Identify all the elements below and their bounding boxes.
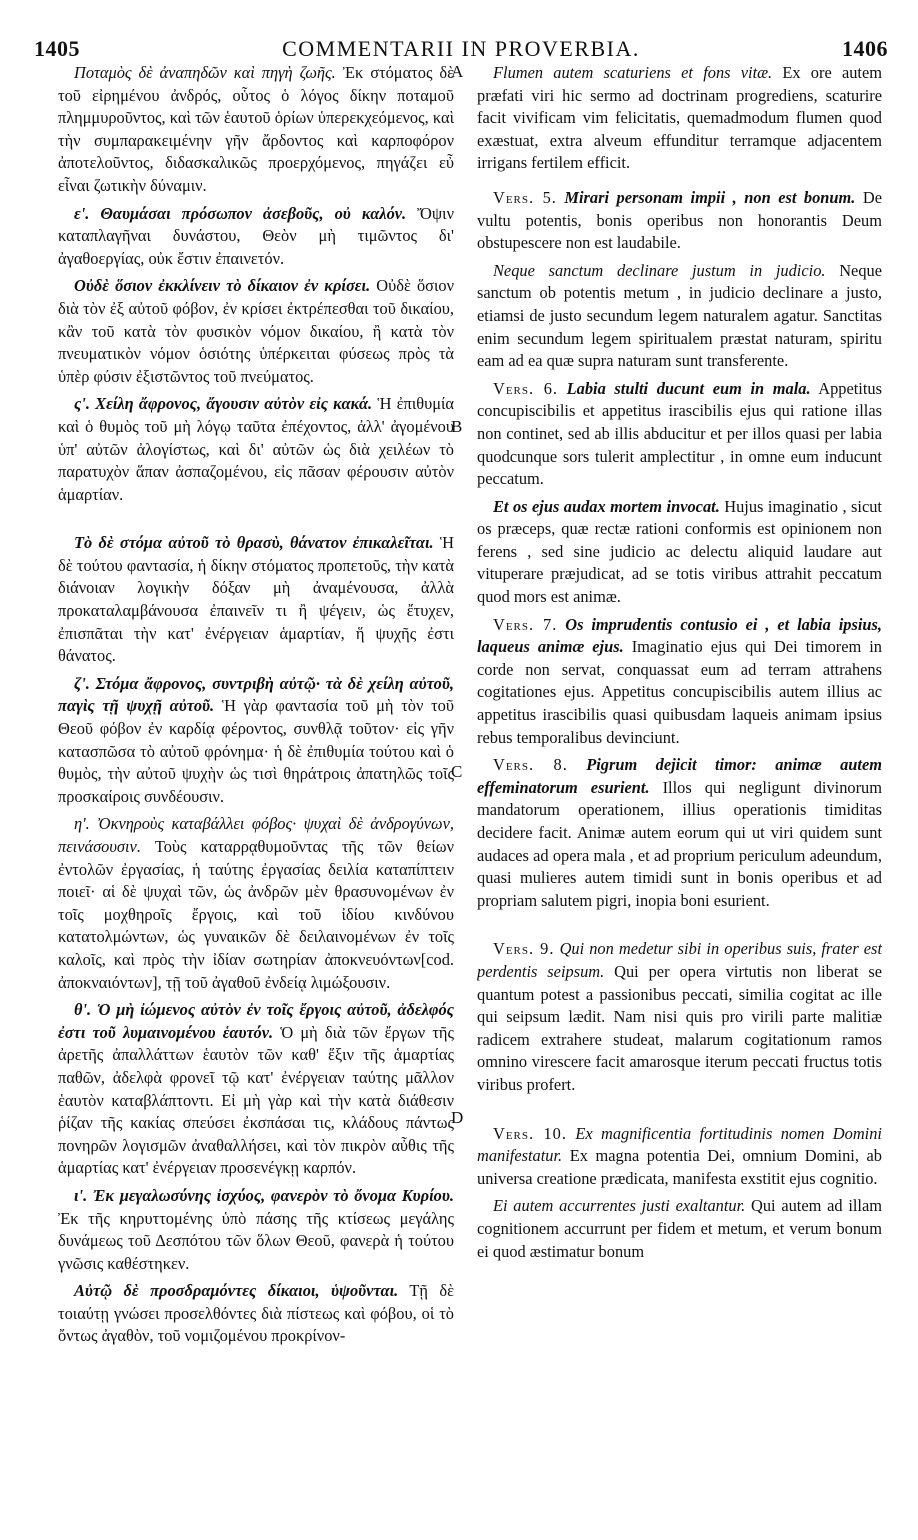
greek-paragraph <box>58 673 454 809</box>
latin-text: Qui per opera virtutis non liberat se quantum potest a passionibus peccati, similia cogitat ac ille qui seipsum lædit. Nam nisi quis pro virili parte malitiæ radicem extrahere studeat, malarum cogitationum ramos omnino virescere facit amarosque iterum peccati fructus totis viribus profert. <box>477 961 882 1094</box>
greek-text: Τῇ δὲ τοιαύτῃ γνώσει προσελθόντες διὰ πίστεως καὶ φόβου, οἱ τὸ ὄντως ἀγαθὸν, τοῦ νομιζομένου προκρίνον- <box>58 1281 454 1346</box>
greek-lemma: θ'. Ὁ μὴ ἰώμενος αὐτὸν ἐν τοῖς ἔργοις αὐτοῦ, ἀδελφός ἐστι τοῦ λυμαινομένου ἑαυτόν. <box>58 1000 454 1042</box>
margin-letter-d: D <box>451 1108 464 1127</box>
latin-text: Appetitus concupiscibilis et appetitus irascibilis ejus qui ratione illas non continet, sed ab illis abducitur et per illos quasi per labia quodcunque sors tulerit amplectitur , in omne eum inducunt peccatum. <box>477 378 882 489</box>
latin-lemma: Labia stulti ducunt eum in mala. <box>566 378 811 398</box>
greek-paragraph <box>58 393 454 506</box>
latin-paragraph <box>477 260 882 373</box>
latin-paragraph <box>477 1195 882 1263</box>
latin-lemma: Flumen autem scaturiens et fons vitæ. <box>493 63 773 82</box>
margin-letter-a: A <box>451 62 464 81</box>
greek-text: Ἡ ἐπιθυμία καὶ ὁ θυμὸς τοῦ μὴ λόγῳ ταῦτα ἐπέχοντος, ἀλλ' ἀγομένου ὑπ' αὐτῶν ἀλογίστως, καὶ δι' αὐτῶν ὡς διὰ χειλέων τὸ παρατυχὸν ἅπαν ἀσπαζομένου, εἰς πᾶσαν φέρουσιν αὐτὸν ἁμαρτίαν. <box>58 394 454 504</box>
latin-paragraph <box>477 187 882 255</box>
page-number-right: 1406 <box>842 36 888 61</box>
greek-text: Ὁ μὴ διὰ τῶν ἔργων τῆς ἀρετῆς ἀπαλλάττων ἑαυτὸν τῶν καθ' ἕξιν τῆς ἁμαρτίας παθῶν, ἀδελφὰ φρονεῖ τῷ κατ' ἐνέργειαν ταύτης μᾶλλον ἑαυτὸν καταβλάπτοντι. Εἰ μὴ γὰρ καὶ τὴν κατὰ διάθεσιν ῥίζαν τῆς κακίας σπεύσει ἐκσπάσαι τις, κλάδους πάντως πονηρῶν λογισμῶν ἀναθαλλήσει, καὶ τὸν πικρὸν αὖθις τῆς ἁμαρτίας κατ' ἐνέργειαν προσενέγκῃ καρπόν. <box>58 1022 454 1178</box>
latin-text: Neque sanctum ob potentis metum , in judicio declinare a justo, etiamsi de justo secundum legem naturalem agatur. Sanctitas enim secundum legem spiritualem præstat naturam, spiritu eam ad ea quæ supra naturam sunt transferente. <box>477 260 882 371</box>
verse-label: Vers. 6. <box>493 378 559 398</box>
margin-letter-b: B <box>451 417 463 436</box>
latin-paragraph <box>477 496 882 609</box>
verse-label: Vers. 8. <box>493 755 568 775</box>
greek-paragraph <box>58 203 454 271</box>
greek-lemma: Οὐδὲ ὅσιον ἐκκλίνειν τὸ δίκαιον ἐν κρίσει. <box>74 276 371 296</box>
latin-lemma: Qui non medetur sibi in operibus suis, frater est perdentis seipsum. <box>477 939 882 981</box>
greek-text: Ὄψιν καταπλαγῆναι δυνάστου, Θεὸν μὴ τιμῶντος δι' ἀγαθοεργίας, οὐκ ἔστιν ἐπαινετόν. <box>58 203 454 268</box>
latin-text: Illos qui negligunt divinorum mandatorum operationem, illius operationis timiditas decidere facit. Animæ autem eorum qui ut viri quidem sunt audaces ad opera mala , et ad proprium periculum adeundum, quasi mulieres autem timidi sunt in bonis operibus et ad propriam salutem pigri, inopia boni esurient. <box>477 777 882 910</box>
page-number-left: 1405 <box>34 36 80 61</box>
latin-text: Ex ore autem præfati viri hic sermo ad doctrinam progrediens, scaturire facit vivificam vim felicitatis, quemadmodum flumen quod exæstuat, extra alveum effunditur terramque adjacentem irrigans fertilem efficit. <box>477 63 882 173</box>
margin-letter-c: C <box>451 762 463 781</box>
greek-text: Ἐκ στόματος δὲ τοῦ εἰρημένου ἀνδρός, οὗτος ὁ λόγος δίκην ποταμοῦ πλημμυροῦντος, καὶ τῶν ἑαυτοῦ ὁρίων ὑπερεκχεόμενος, καὶ τὴν συμπαρακειμένην γῆν ἄρδοντος καὶ καρποφόρον ἀποτελοῦντος, διδασκαλικῶς προερχόμενος, πηγάζει εὖ εἶναι ζωτικὴν δύναμιν. <box>58 63 454 195</box>
greek-lemma: Αὐτῷ δὲ προσδραμόντες δίκαιοι, ὑψοῦνται. <box>74 1281 399 1301</box>
greek-paragraph <box>58 813 454 994</box>
greek-lemma: ζ'. Στόμα ἄφρονος, συντριβὴ αὐτῷ· τὰ δὲ χείλη αὐτοῦ, παγὶς τῇ ψυχῇ αὐτοῦ. <box>58 673 454 716</box>
latin-text: De vultu potentis, bonis operibus non honorantis Deum obstupescere non est laudabile. <box>477 187 882 253</box>
page-header <box>34 36 888 60</box>
latin-lemma: Pigrum dejicit timor: animæ autem effeminatorum esurient. <box>477 755 882 797</box>
latin-column <box>477 62 882 1492</box>
greek-paragraph <box>58 532 454 668</box>
greek-paragraph <box>58 275 454 388</box>
greek-lemma: Ποταμὸς δὲ ἀναπηδῶν καὶ πηγὴ ζωῆς. <box>74 63 336 82</box>
greek-text: Τοὺς καταρρᾳθυμοῦντας τῆς τῶν θείων ἐντολῶν ἐργασίας, ἡ ταύτης ἐργασίας δειλία καταπίπτειν ποιεῖ· αἱ δὲ ψυχαὶ τῶν, ὡς ἀνδρῶν μὲν θρασυνομένων ἐν τοῖς μοχθηροῖς ἔργοις, καὶ τοῦ ἰδίου κινδύνου κατατολμώντων, ὡς γυναικῶν δὲ δειλαινομένων ἐν τοῖς καλοῖς, καὶ πρὸς τὴν ἰδίαν σωτηρίαν ἀποκνευόντων[cod. ἀποκναιόντων], τῇ τοῦ ἀγαθοῦ ἐνδείᾳ λιμώξουσιν. <box>58 837 454 992</box>
verse-label: Vers. 5. <box>493 187 557 207</box>
verse-label: Vers. 7. <box>493 614 558 634</box>
latin-lemma: Ex magnificentia fortitudinis nomen Domini manifestatur. <box>477 1123 882 1166</box>
verse-label: Vers. 9. <box>493 939 555 959</box>
greek-column <box>58 62 454 1492</box>
greek-paragraph <box>58 62 454 198</box>
greek-lemma: ι'. Ἐκ μεγαλωσύνης ἰσχύος, φανερὸν τὸ ὄνομα Κυρίου. <box>74 1185 454 1205</box>
running-title: COMMENTARII IN PROVERBIA. <box>282 36 640 61</box>
latin-lemma: Et os ejus audax mortem invocat. <box>493 496 720 516</box>
greek-text: Οὐδὲ ὅσιον διὰ τὸν ἐξ αὐτοῦ φόβον, ἐν κρίσει ἐκτρέπεσθαι τοῦ δικαίου, κἂν τοῦ κατὰ τὸν φυσικὸν νόμον δικαίου, ἢ κατὰ τὸν πνευματικὸν νόμον ὁσιότης ὑπέρκειται φύσεως πρὸς τὰ ὑπὲρ φύσιν ἐξιστῶντος τοῦ πνεύματος. <box>58 276 454 386</box>
latin-lemma: Mirari personam impii , non est bonum. <box>564 187 856 207</box>
latin-lemma: Neque sanctum declinare justum in judicio. <box>493 260 826 280</box>
greek-text: Ἡ γὰρ φαντασία τοῦ μὴ τὸν τοῦ Θεοῦ φόβον ἐν καρδίᾳ φέροντος, συνθλᾷ τοῦτον· εἰς γῆν κατασπῶσα τὸ αὐτοῦ φρόνημα· ἡ δὲ ἐπιθυμία τούτου καὶ ὁ θυμὸς, τὴν αὐτοῦ ψυχὴν ὡς τισὶ θηράτροις ἀπατηλῶς τοῖς προσκαίροις συνδέουσιν. <box>58 696 454 806</box>
latin-lemma: Ei autem accurrentes justi exaltantur. <box>493 1196 746 1216</box>
greek-lemma: Τὸ δὲ στόμα αὐτοῦ τὸ θρασὺ, θάνατον ἐπικαλεῖται. <box>74 533 434 553</box>
greek-lemma: ε'. Θαυμάσαι πρόσωπον ἀσεβοῦς, οὐ καλόν. <box>74 203 407 223</box>
latin-text: Imaginatio ejus qui Dei timorem in corde non servat, conquassat eum ad terram attrahens cogitationes ejus. Appetitus concupiscibilis autem illius ac appetitus irascibilis quasi quibusdam laqueis animam ipsius rebus temporalibus devinciunt. <box>477 637 882 747</box>
greek-lemma: η'. Ὀκνηροὺς καταβάλλει φόβος· ψυχαὶ δὲ ἀνδρογύνων, πεινάσουσιν. <box>58 814 454 856</box>
greek-lemma: ς'. Χείλη ἄφρονος, ἄγουσιν αὐτὸν εἰς κακά. <box>74 394 373 414</box>
latin-lemma: Os imprudentis contusio ei , et labia ipsius, laqueus animæ ejus. <box>477 614 882 657</box>
latin-paragraph <box>477 62 882 175</box>
latin-paragraph <box>477 754 882 912</box>
latin-text: Ex magna potentia Dei, omnium Domini, ab universa creatione prædicata, manifesta exstitit ejus cognitio. <box>477 1146 882 1188</box>
greek-paragraph <box>58 999 454 1180</box>
greek-text: Ἐκ τῆς κηρυττομένης ὑπὸ πάσης τῆς κτίσεως μεγάλης δυνάμεως τοῦ Δεσπότου τῶν ὅλων Θεοῦ, φανερὰ ἡ τούτου γνῶσις καθέστηκεν. <box>58 1208 454 1273</box>
latin-paragraph <box>477 378 882 491</box>
latin-text: Hujus imaginatio , sicut os præceps, quæ rectæ rationi conformis est opinionem non ferens , sed sine judicio ac delectu aliquid laudare aut vituperare præjudicat, ad se totis viribus attrahit peccatum quod mors est animæ. <box>477 496 882 607</box>
latin-paragraph <box>477 1123 882 1191</box>
verse-label: Vers. 10. <box>493 1123 567 1143</box>
latin-text: Qui autem ad illam cognitionem accurrunt per fidem et metum, et verum bonum ei quod æstimatur bonum <box>477 1196 882 1261</box>
latin-paragraph <box>477 614 882 750</box>
greek-paragraph <box>58 1280 454 1348</box>
greek-paragraph <box>58 1185 454 1275</box>
greek-text: Ἡ δὲ τούτου φαντασία, ἡ δίκην στόματος προπετοῦς, τὴν κατὰ διάνοιαν λογικὴν δόξαν μὴ ἀναμένουσα, ἀλλὰ προκαταλαμβάνουσα ἐπαινεῖν τι ἢ ψέγειν, ὡς ἔτυχεν, ἐπισπᾶται τὴν κατ' ἐνέργειαν ἁμαρτίαν, ἥ ψυχῆς ἐστι θάνατος. <box>58 533 454 666</box>
latin-paragraph <box>477 938 882 1096</box>
